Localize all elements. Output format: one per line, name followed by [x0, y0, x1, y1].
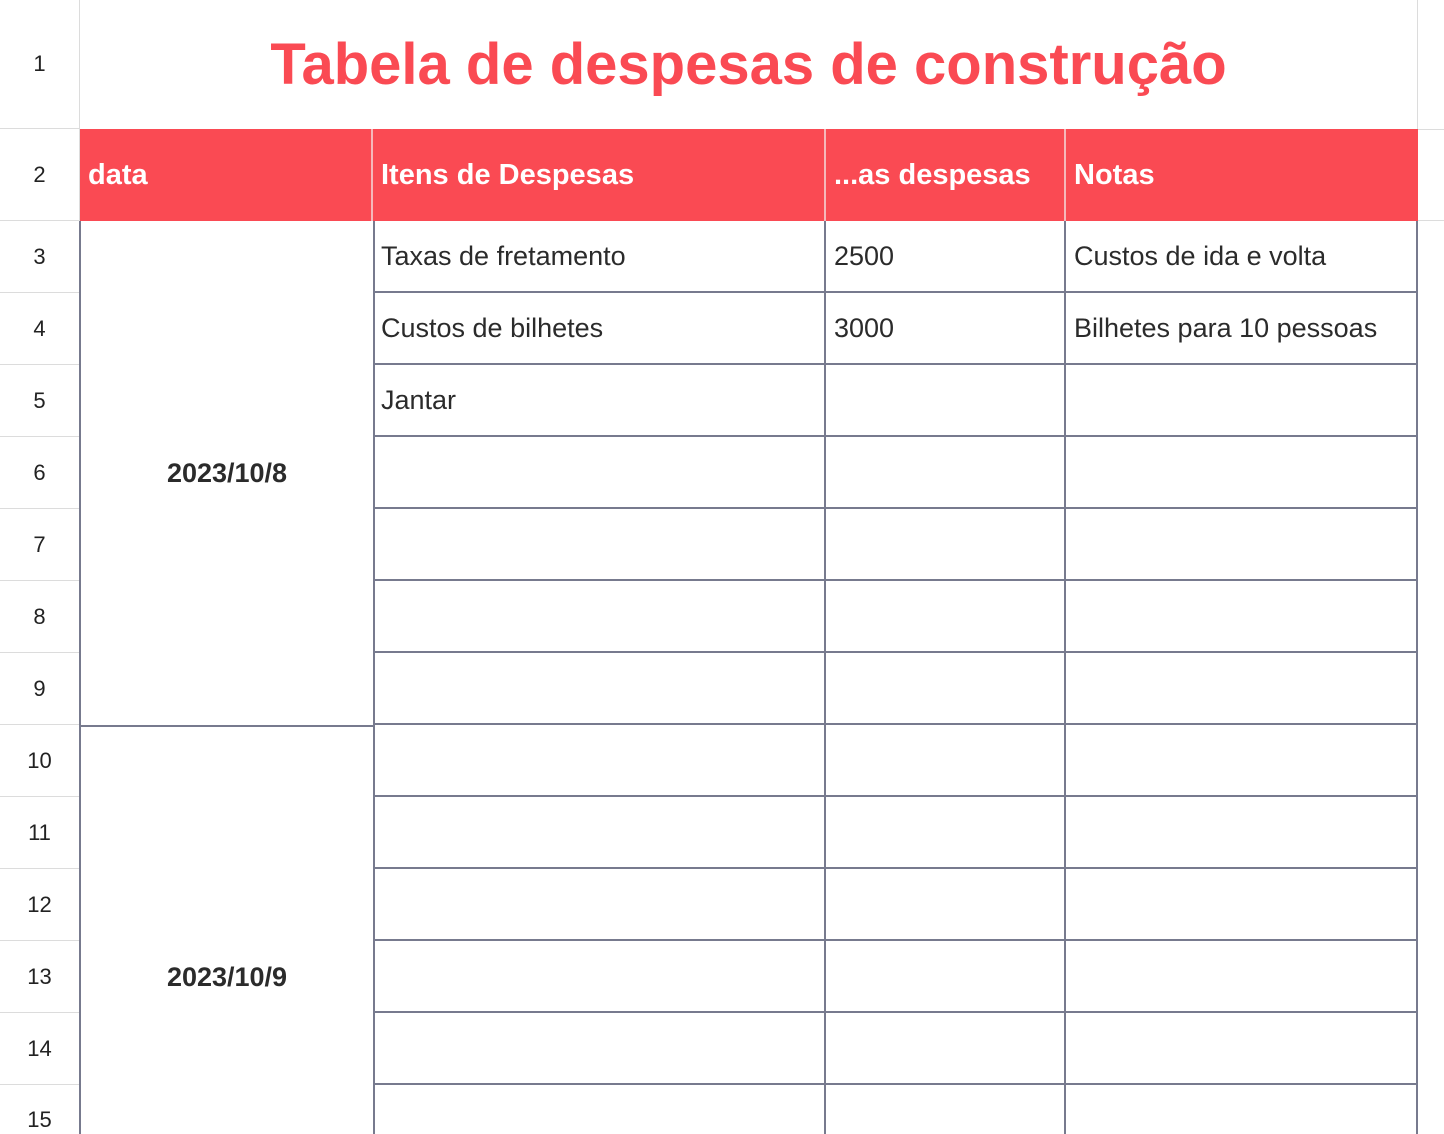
- page-title[interactable]: Tabela de despesas de construção: [80, 0, 1418, 129]
- header-notas[interactable]: Notas: [1066, 129, 1418, 221]
- nota-cell[interactable]: [1066, 1013, 1418, 1085]
- valor-cell[interactable]: [826, 869, 1066, 941]
- nota-cell[interactable]: Custos de ida e volta: [1066, 221, 1418, 293]
- row-header-11[interactable]: 11: [0, 797, 80, 869]
- nota-cell[interactable]: [1066, 437, 1418, 509]
- nota-cell[interactable]: [1066, 725, 1418, 797]
- item-cell[interactable]: [373, 941, 826, 1013]
- item-cell[interactable]: [373, 437, 826, 509]
- header-despesas[interactable]: ...as despesas: [826, 129, 1066, 221]
- row-header-7[interactable]: 7: [0, 509, 80, 581]
- row-header-15[interactable]: 15: [0, 1085, 80, 1134]
- row-header-8[interactable]: 8: [0, 581, 80, 653]
- row-header-14[interactable]: 14: [0, 1013, 80, 1085]
- row-header-2[interactable]: 2: [0, 129, 80, 221]
- valor-cell[interactable]: [826, 1013, 1066, 1085]
- date-cell-group-2[interactable]: 2023/10/9: [79, 725, 375, 1134]
- item-cell[interactable]: [373, 1085, 826, 1134]
- row-header-3[interactable]: 3: [0, 221, 80, 293]
- item-cell[interactable]: Custos de bilhetes: [373, 293, 826, 365]
- valor-cell[interactable]: [826, 797, 1066, 869]
- row-header-5[interactable]: 5: [0, 365, 80, 437]
- row-header-9[interactable]: 9: [0, 653, 80, 725]
- valor-cell[interactable]: [826, 509, 1066, 581]
- valor-cell[interactable]: [826, 725, 1066, 797]
- nota-cell[interactable]: [1066, 869, 1418, 941]
- nota-cell[interactable]: [1066, 1085, 1418, 1134]
- row-header-10[interactable]: 10: [0, 725, 80, 797]
- row-header-13[interactable]: 13: [0, 941, 80, 1013]
- header-data[interactable]: data: [80, 129, 373, 221]
- valor-cell[interactable]: [826, 365, 1066, 437]
- nota-cell[interactable]: [1066, 653, 1418, 725]
- valor-cell[interactable]: [826, 1085, 1066, 1134]
- valor-cell[interactable]: [826, 653, 1066, 725]
- item-cell[interactable]: [373, 581, 826, 653]
- date-cell-group-1[interactable]: 2023/10/8: [79, 221, 375, 727]
- nota-cell[interactable]: [1066, 941, 1418, 1013]
- item-cell[interactable]: [373, 725, 826, 797]
- nota-cell[interactable]: [1066, 797, 1418, 869]
- row-header-1[interactable]: 1: [0, 0, 80, 129]
- item-cell[interactable]: [373, 509, 826, 581]
- valor-cell[interactable]: 3000: [826, 293, 1066, 365]
- nota-cell[interactable]: [1066, 365, 1418, 437]
- nota-cell[interactable]: Bilhetes para 10 pessoas: [1066, 293, 1418, 365]
- valor-cell[interactable]: [826, 437, 1066, 509]
- item-cell[interactable]: Taxas de fretamento: [373, 221, 826, 293]
- item-cell[interactable]: [373, 797, 826, 869]
- valor-cell[interactable]: [826, 581, 1066, 653]
- row-header-6[interactable]: 6: [0, 437, 80, 509]
- item-cell[interactable]: [373, 653, 826, 725]
- nota-cell[interactable]: [1066, 509, 1418, 581]
- nota-cell[interactable]: [1066, 581, 1418, 653]
- gridline: [1418, 220, 1444, 221]
- item-cell[interactable]: [373, 869, 826, 941]
- header-itens[interactable]: Itens de Despesas: [373, 129, 826, 221]
- item-cell[interactable]: [373, 1013, 826, 1085]
- row-header-12[interactable]: 12: [0, 869, 80, 941]
- item-cell[interactable]: Jantar: [373, 365, 826, 437]
- valor-cell[interactable]: 2500: [826, 221, 1066, 293]
- gridline: [1418, 129, 1444, 130]
- valor-cell[interactable]: [826, 941, 1066, 1013]
- row-header-4[interactable]: 4: [0, 293, 80, 365]
